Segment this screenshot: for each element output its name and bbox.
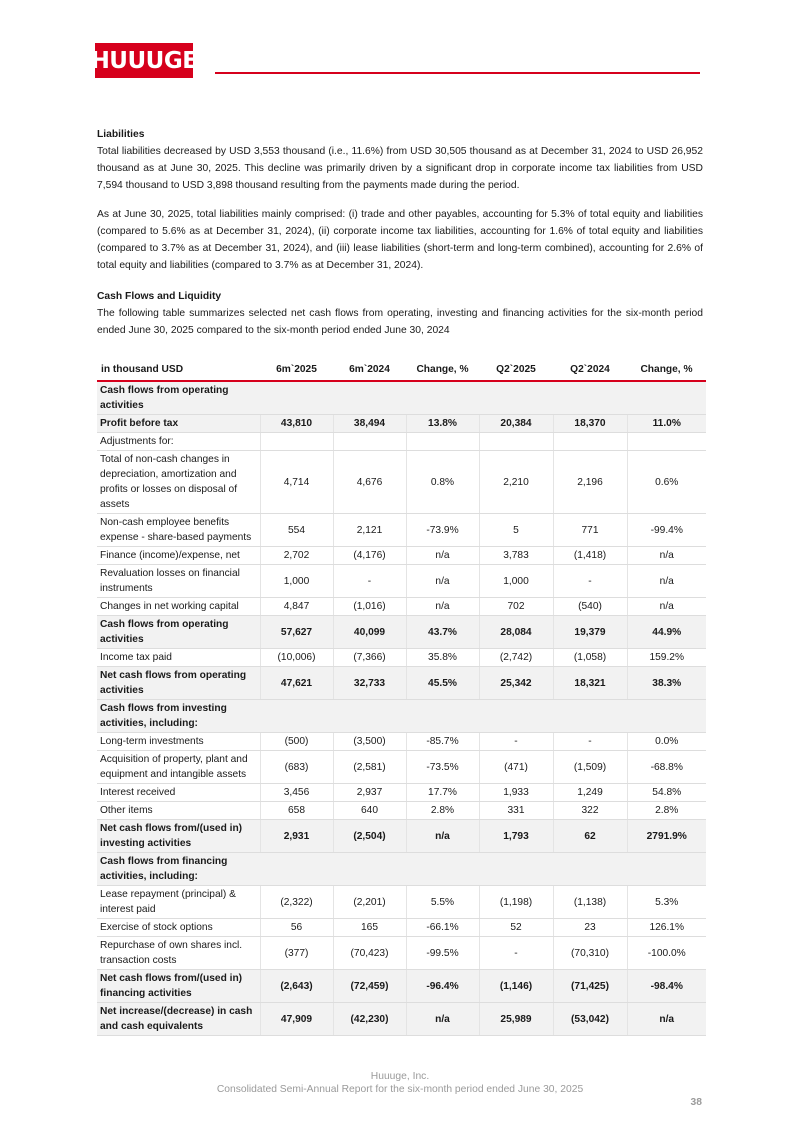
table-cell [627,433,706,451]
table-cell [260,381,333,415]
table-cell: (2,742) [479,649,553,667]
row-label: Net cash flows from/(used in) financing activities [97,970,260,1003]
table-cell: -99.5% [406,937,479,970]
column-header: Change, % [627,358,706,381]
table-cell: 658 [260,802,333,820]
row-label: Net cash flows from/(used in) investing activities [97,820,260,853]
table-row [97,919,706,937]
table-cell: 13.8% [406,415,479,433]
table-cell [479,853,553,886]
table-cell: (1,058) [553,649,627,667]
row-label: Net cash flows from operating activities [97,667,260,700]
table-cell: 1,000 [479,565,553,598]
table-cell: 11.0% [627,415,706,433]
table-cell: 19,379 [553,616,627,649]
table-row [97,751,706,784]
table-cell: 2,210 [479,451,553,514]
table-cell [627,853,706,886]
table-cell [553,700,627,733]
table-cell: n/a [406,598,479,616]
table-cell: 5.5% [406,886,479,919]
table-cell: 52 [479,919,553,937]
table-cell: 2.8% [627,802,706,820]
column-header: 6m`2025 [260,358,333,381]
table-cell: 1,000 [260,565,333,598]
table-cell: 43.7% [406,616,479,649]
column-header: Q2`2024 [553,358,627,381]
table-cell: 2791.9% [627,820,706,853]
table-cell: -73.5% [406,751,479,784]
table-cell: 25,989 [479,1003,553,1036]
table-cell: 43,810 [260,415,333,433]
table-cell: 322 [553,802,627,820]
table-cell: (1,146) [479,970,553,1003]
table-cell: 2.8% [406,802,479,820]
cash-flows-heading: Cash Flows and Liquidity [97,291,222,302]
table-cell: 20,384 [479,415,553,433]
table-cell: n/a [406,820,479,853]
table-cell: 4,847 [260,598,333,616]
table-cell [406,853,479,886]
table-cell: 54.8% [627,784,706,802]
table-cell: (53,042) [553,1003,627,1036]
table-row [97,415,706,433]
table-cell: (1,016) [333,598,406,616]
table-cell: (1,138) [553,886,627,919]
table-cell: 2,121 [333,514,406,547]
table-row [97,451,706,514]
table-cell: 3,456 [260,784,333,802]
table-row [97,802,706,820]
table-cell: 28,084 [479,616,553,649]
column-header: in thousand USD [97,358,260,381]
table-cell [260,433,333,451]
table-cell: (70,423) [333,937,406,970]
table-row [97,970,706,1003]
table-cell: 4,714 [260,451,333,514]
table-cell: (71,425) [553,970,627,1003]
table-cell [406,433,479,451]
table-cell: (7,366) [333,649,406,667]
table-cell: (471) [479,751,553,784]
row-label: Cash flows from operating activities [97,616,260,649]
table-cell: 38.3% [627,667,706,700]
table-row [97,886,706,919]
row-label: Net increase/(decrease) in cash and cash equivalents [97,1003,260,1036]
table-cell: (500) [260,733,333,751]
table-cell: 18,370 [553,415,627,433]
table-cell: 1,793 [479,820,553,853]
row-label: Income tax paid [97,649,260,667]
table-cell: n/a [406,565,479,598]
table-cell: 62 [553,820,627,853]
table-cell: n/a [406,547,479,565]
table-cell: n/a [627,1003,706,1036]
table-cell [260,700,333,733]
table-cell: -100.0% [627,937,706,970]
table-row [97,514,706,547]
column-header: 6m`2024 [333,358,406,381]
cash-flows-table [97,358,706,1036]
table-cell: (2,504) [333,820,406,853]
table-cell: (70,310) [553,937,627,970]
table-row [97,1003,706,1036]
table-cell: 5.3% [627,886,706,919]
row-label: Cash flows from investing activities, including: [97,700,260,733]
row-label: Repurchase of own shares incl. transaction costs [97,937,260,970]
table-row [97,547,706,565]
column-header: Change, % [406,358,479,381]
table-cell: (1,198) [479,886,553,919]
table-row [97,784,706,802]
table-cell [333,433,406,451]
table-cell [553,381,627,415]
page-number: 38 [690,1097,702,1108]
table-cell: (540) [553,598,627,616]
table-header-row [97,358,706,381]
table-cell: 0.8% [406,451,479,514]
table-cell: 17.7% [406,784,479,802]
row-label: Non-cash employee benefits expense - share-based payments [97,514,260,547]
table-row [97,649,706,667]
table-cell: 40,099 [333,616,406,649]
document-body [97,127,703,339]
table-cell: -99.4% [627,514,706,547]
table-cell: (1,418) [553,547,627,565]
table-cell: - [333,565,406,598]
table-cell: 2,702 [260,547,333,565]
table-cell [260,853,333,886]
table-row [97,700,706,733]
footer-report-title: Consolidated Semi-Annual Report for the six-month period ended June 30, 2025 [216,1084,584,1095]
table-cell [333,700,406,733]
table-cell: 3,783 [479,547,553,565]
logo-text: HUUUGE [90,47,198,74]
table-row [97,433,706,451]
table-cell: 5 [479,514,553,547]
table-cell: -96.4% [406,970,479,1003]
table-cell: 2,196 [553,451,627,514]
table-cell: 0.0% [627,733,706,751]
table-row [97,565,706,598]
table-row [97,820,706,853]
table-cell: 2,937 [333,784,406,802]
table-cell: 44.9% [627,616,706,649]
table-row [97,733,706,751]
table-cell: (683) [260,751,333,784]
table-cell: 640 [333,802,406,820]
table-cell: 2,931 [260,820,333,853]
table-cell: n/a [627,565,706,598]
row-label: Acquisition of property, plant and equipment and intangible assets [97,751,260,784]
table-row [97,853,706,886]
table-cell: 47,621 [260,667,333,700]
table-cell: (2,581) [333,751,406,784]
table-cell: 56 [260,919,333,937]
table-cell: (2,643) [260,970,333,1003]
table-cell: 32,733 [333,667,406,700]
table-cell: 1,249 [553,784,627,802]
table-cell [627,381,706,415]
row-label: Changes in net working capital [97,598,260,616]
liabilities-heading: Liabilities [97,129,145,140]
table-row [97,937,706,970]
row-label: Finance (income)/expense, net [97,547,260,565]
page-footer [0,1070,800,1096]
table-row [97,598,706,616]
table-cell: (10,006) [260,649,333,667]
table-cell: (4,176) [333,547,406,565]
table-cell: 57,627 [260,616,333,649]
table-cell: 45.5% [406,667,479,700]
table-cell: 702 [479,598,553,616]
table-cell: (72,459) [333,970,406,1003]
table-cell: (377) [260,937,333,970]
table-cell: 38,494 [333,415,406,433]
table-cell: 18,321 [553,667,627,700]
table-cell: (2,322) [260,886,333,919]
table-cell: - [479,733,553,751]
row-label: Interest received [97,784,260,802]
row-label: Adjustments for: [97,433,260,451]
table-cell [479,700,553,733]
row-label: Long-term investments [97,733,260,751]
table-cell: 23 [553,919,627,937]
row-label: Cash flows from financing activities, including: [97,853,260,886]
table-cell: 0.6% [627,451,706,514]
liabilities-paragraph-2: As at June 30, 2025, total liabilities mainly comprised: (i) trade and other payables, accounting for 5.3% of total equity and liabilities (compared to 5.6% as at December 31, 2024), (ii) corporate income tax liabilities, accounting for 1.6% of total equity and liabilities (compared to 3.7% as at December 31, 2024), and (iii) lease liabilities (short-term and long-term combined), accounting for 2.6% of total equity and liabilities (compared to 3.7% as at December 31, 2024). [97,209,703,271]
table-cell [479,433,553,451]
footer-company: Huuuge, Inc. [370,1071,430,1082]
table-body [97,381,706,1036]
table-cell: -85.7% [406,733,479,751]
row-label: Cash flows from operating activities [97,381,260,415]
row-label: Total of non-cash changes in depreciation, amortization and profits or losses on disposal of assets [97,451,260,514]
table-row [97,381,706,415]
table-cell: (3,500) [333,733,406,751]
table-cell: (42,230) [333,1003,406,1036]
row-label: Revaluation losses on financial instruments [97,565,260,598]
table-cell: (1,509) [553,751,627,784]
huuuge-logo [90,43,198,78]
table-cell: 4,676 [333,451,406,514]
liabilities-paragraph-1: Total liabilities decreased by USD 3,553 thousand (i.e., 11.6%) from USD 30,505 thousand as at December 31, 2024 to USD 26,952 thousand as at June 30, 2025. This decline was primarily driven by a significant drop in corporate income tax liabilities from USD 7,594 thousand to USD 3,898 thousand resulting from the payments made during the period. [97,146,703,191]
table-cell [553,433,627,451]
table-cell [553,853,627,886]
table-cell: 331 [479,802,553,820]
table-cell: n/a [406,1003,479,1036]
row-label: Other items [97,802,260,820]
column-header: Q2`2025 [479,358,553,381]
table-cell: 554 [260,514,333,547]
table-cell: -98.4% [627,970,706,1003]
table-cell [406,700,479,733]
table-cell: n/a [627,598,706,616]
table-cell [333,381,406,415]
table-cell [627,700,706,733]
table-cell: -68.8% [627,751,706,784]
table-cell: 165 [333,919,406,937]
table-cell: - [553,733,627,751]
table-cell: -66.1% [406,919,479,937]
table-cell: -73.9% [406,514,479,547]
table-cell: 47,909 [260,1003,333,1036]
table-cell [479,381,553,415]
table-cell: - [553,565,627,598]
table-row [97,667,706,700]
table-cell [333,853,406,886]
row-label: Exercise of stock options [97,919,260,937]
table-cell [406,381,479,415]
header-rule [215,72,700,74]
table-cell: n/a [627,547,706,565]
table-cell: 1,933 [479,784,553,802]
row-label: Lease repayment (principal) & interest paid [97,886,260,919]
cash-flows-intro: The following table summarizes selected net cash flows from operating, investing and financing activities for the six-month period ended June 30, 2025 compared to the six-month period ended June 30, 2024 [97,308,703,336]
table-cell: 35.8% [406,649,479,667]
table-row [97,616,706,649]
table-cell: - [479,937,553,970]
table-cell: 25,342 [479,667,553,700]
row-label: Profit before tax [97,415,260,433]
table-cell: 126.1% [627,919,706,937]
table-cell: 771 [553,514,627,547]
table-cell: 159.2% [627,649,706,667]
table-cell: (2,201) [333,886,406,919]
